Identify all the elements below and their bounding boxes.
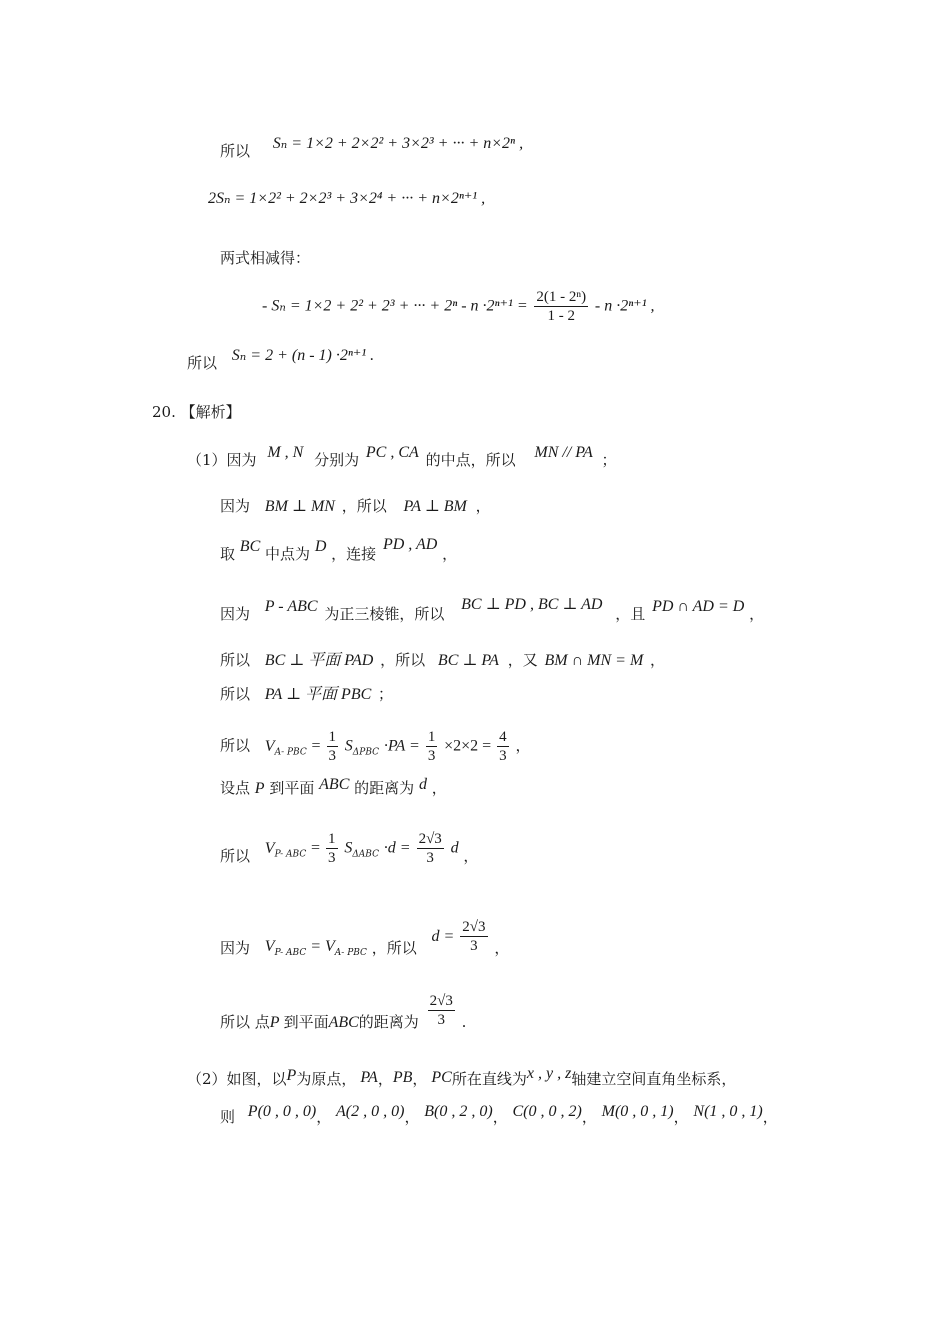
math-xyz: x , y , z — [526, 1065, 572, 1082]
text: 所以 — [220, 685, 251, 703]
point-c: C(0 , 0 , 2) — [512, 1103, 582, 1120]
part1-line-3 — [220, 536, 458, 566]
fraction-numerator: 1 — [328, 831, 336, 847]
part2-line-2 — [220, 1100, 778, 1126]
text: 所以 — [220, 846, 251, 865]
point-n: N(1 , 0 , 1) — [693, 1103, 763, 1120]
math-d: d — [418, 776, 427, 793]
math-d: ·d = — [383, 839, 415, 857]
text: 为原点， — [296, 1070, 357, 1088]
math-bm-cap-mn: BM ∩ MN = M — [544, 652, 644, 669]
fraction-four-thirds — [497, 728, 509, 765]
sub-abc: ΔABC — [352, 849, 379, 860]
text: ， — [762, 1108, 778, 1126]
math-eq: = — [311, 839, 325, 857]
math-pc-ca: PC , CA — [365, 444, 419, 461]
fraction-denominator: 1 - 2 — [547, 308, 576, 324]
sub-p-abc: P- ABC — [274, 947, 307, 958]
part1-line-9 — [220, 830, 478, 867]
text: ， — [431, 779, 447, 797]
point-b: B(0 , 2 , 0) — [424, 1103, 493, 1120]
math-v: V — [264, 937, 275, 955]
math-pd-ad: PD , AD — [382, 536, 438, 553]
part1-line-2 — [220, 495, 491, 518]
equation-tail: - n ·2ⁿ⁺¹ , — [594, 297, 655, 315]
text: 的距离为 — [354, 779, 415, 797]
math-s: S — [344, 839, 353, 857]
label-suoyi: 所以 — [187, 354, 218, 372]
math-pc: PC — [431, 1069, 452, 1086]
question-20-title: 20. 【解析】 — [152, 403, 241, 421]
text: ， — [475, 497, 491, 515]
fraction-denominator: 3 — [427, 748, 436, 764]
fraction-numerator: 1 — [328, 729, 337, 745]
fraction-one-third — [426, 728, 438, 765]
text: ，连接 — [331, 545, 377, 563]
derivation-line-5 — [187, 347, 375, 375]
math-abc: ABC — [319, 776, 350, 793]
text: 中点为 — [265, 545, 311, 563]
fraction-numerator: 4 — [499, 729, 507, 745]
text: 到平面 — [269, 779, 315, 797]
fraction-numerator: 2√3 — [429, 993, 453, 1009]
math-bc-perp-pa: BC ⊥ PA — [437, 652, 499, 669]
text: ， — [494, 938, 510, 957]
math-p: P — [254, 780, 265, 797]
equation-neg-sn: - Sₙ = 1×2 + 2² + 2³ + ··· + 2ⁿ - n ·2ⁿ⁺¹ = — [262, 297, 528, 315]
text: ， — [404, 1108, 420, 1126]
fraction-sum — [534, 288, 588, 325]
math-d-eq: d = — [431, 927, 459, 945]
math-bc-perp-pad: BC ⊥ 平面 PAD — [264, 652, 374, 669]
equation-sn-result: Sₙ = 2 + (n - 1) ·2ⁿ⁺¹ . — [231, 347, 375, 364]
math-mn-parallel-pa: MN // PA — [534, 444, 593, 461]
part2-line-1 — [187, 1065, 737, 1091]
part1-line-1 — [187, 444, 617, 472]
math-pa-perp-bm: PA ⊥ BM — [403, 498, 467, 515]
fraction-numerator: 1 — [427, 729, 436, 745]
sub-pbc: ΔPBC — [352, 747, 380, 758]
math-d: D — [314, 538, 327, 555]
text: 分别为 — [314, 451, 360, 469]
text: ， — [463, 846, 479, 865]
text: ， — [492, 1108, 508, 1126]
text: ，且 — [615, 605, 646, 623]
fraction-denominator: 3 — [426, 850, 434, 866]
label-suoyi: 所以 — [220, 142, 251, 160]
fraction-one-third — [327, 728, 339, 765]
fraction-denominator: 3 — [328, 850, 336, 866]
fraction-two-root3-over-3 — [460, 918, 487, 955]
sub-a-pbc: A- PBC — [274, 747, 307, 758]
part1-line-8 — [220, 777, 447, 800]
fraction-numerator: 2√3 — [462, 919, 486, 935]
text: . — [461, 1012, 467, 1031]
part1-line-6 — [220, 683, 393, 706]
text: ； — [378, 685, 394, 703]
text: 所以 — [220, 651, 251, 669]
fraction-denominator: 3 — [328, 748, 337, 764]
math-v: V — [264, 839, 275, 857]
math-abc: ABC — [328, 1013, 359, 1031]
math-eq-v: = V — [306, 937, 335, 955]
text: ，又 — [507, 651, 538, 669]
fraction-denominator: 3 — [437, 1012, 445, 1028]
math-eq: = — [311, 737, 325, 755]
text: ； — [601, 451, 617, 469]
text: 到平面 — [283, 1012, 329, 1031]
part1-line-10 — [220, 918, 510, 958]
text: 为正三棱锥，所以 — [324, 605, 445, 623]
text: ， — [650, 651, 666, 669]
math-bc-perp-pd-ad: BC ⊥ PD , BC ⊥ AD — [461, 596, 603, 613]
math-mn: M , N — [267, 444, 304, 461]
text: 因为 — [220, 497, 251, 515]
part1-line-4 — [220, 596, 765, 626]
sub-p-abc: P- ABC — [274, 849, 307, 860]
subtract-text: 两式相减得： — [220, 249, 311, 267]
text: 因为 — [220, 938, 251, 957]
math-pa: ·PA = — [383, 737, 424, 755]
math-d: d — [450, 839, 459, 857]
text: ， — [673, 1108, 689, 1126]
text: ， — [581, 1108, 597, 1126]
text: ， — [442, 545, 458, 563]
math-pd-cap-ad: PD ∩ AD = D — [652, 598, 745, 615]
text: ，所以 — [371, 938, 417, 957]
text: ， — [515, 736, 531, 755]
text: 设点 — [220, 779, 251, 797]
text: ， — [377, 1070, 393, 1088]
fraction-numerator: 2(1 - 2ⁿ) — [536, 289, 587, 305]
math-s: S — [344, 737, 353, 755]
equation-sn: Sₙ = 1×2 + 2×2² + 3×2³ + ··· + n×2ⁿ , — [272, 135, 524, 152]
fraction-denominator: 3 — [499, 748, 507, 764]
fraction-one-third — [326, 830, 338, 867]
math-product: ×2×2 = — [444, 737, 496, 755]
text: 的距离为 — [358, 1012, 419, 1031]
text: ， — [316, 1108, 332, 1126]
text: 取 — [220, 545, 236, 563]
math-pb: PB — [392, 1069, 413, 1086]
derivation-line-4 — [262, 288, 655, 325]
point-a: A(2 , 0 , 0) — [336, 1103, 405, 1120]
fraction-two-root3-over-3 — [417, 830, 444, 867]
text: 所以 — [220, 736, 251, 755]
math-bm-perp-mn: BM ⊥ MN — [264, 498, 335, 515]
math-pa-perp-pbc: PA ⊥ 平面 PBC — [264, 686, 372, 703]
point-m: M(0 , 0 , 1) — [601, 1103, 674, 1120]
fraction-two-root3-over-3 — [428, 992, 455, 1029]
math-pa: PA — [360, 1069, 378, 1086]
text: （1）因为 — [187, 451, 257, 469]
sub-a-pbc: A- PBC — [334, 947, 367, 958]
point-p: P(0 , 0 , 0) — [247, 1103, 317, 1120]
text: 则 — [220, 1108, 236, 1126]
text: 因为 — [220, 605, 251, 623]
part1-line-7 — [220, 728, 530, 765]
text: ， — [749, 605, 765, 623]
part1-line-11 — [220, 992, 466, 1029]
math-v: V — [264, 737, 275, 755]
math-p: P — [286, 1067, 297, 1084]
text: （2）如图，以 — [187, 1070, 287, 1088]
text: ，所以 — [341, 497, 387, 515]
text: 的中点，所以 — [425, 451, 516, 469]
text: 轴建立空间直角坐标系， — [571, 1070, 737, 1088]
fraction-numerator: 2√3 — [418, 831, 442, 847]
text: 所以 点 — [220, 1012, 270, 1031]
derivation-line-1 — [220, 135, 524, 163]
text: ，所以 — [380, 651, 426, 669]
math-p-abc: P - ABC — [264, 598, 318, 615]
math-p: P — [269, 1013, 280, 1031]
math-bc: BC — [239, 538, 261, 555]
derivation-line-2 — [208, 187, 485, 210]
text: 所在直线为 — [451, 1070, 527, 1088]
part1-line-5 — [220, 649, 665, 672]
text: ， — [412, 1070, 428, 1088]
fraction-denominator: 3 — [470, 938, 478, 954]
equation-2sn: 2Sₙ = 1×2² + 2×2³ + 3×2⁴ + ··· + n×2ⁿ⁺¹ , — [208, 190, 486, 207]
derivation-line-3 — [220, 247, 310, 269]
